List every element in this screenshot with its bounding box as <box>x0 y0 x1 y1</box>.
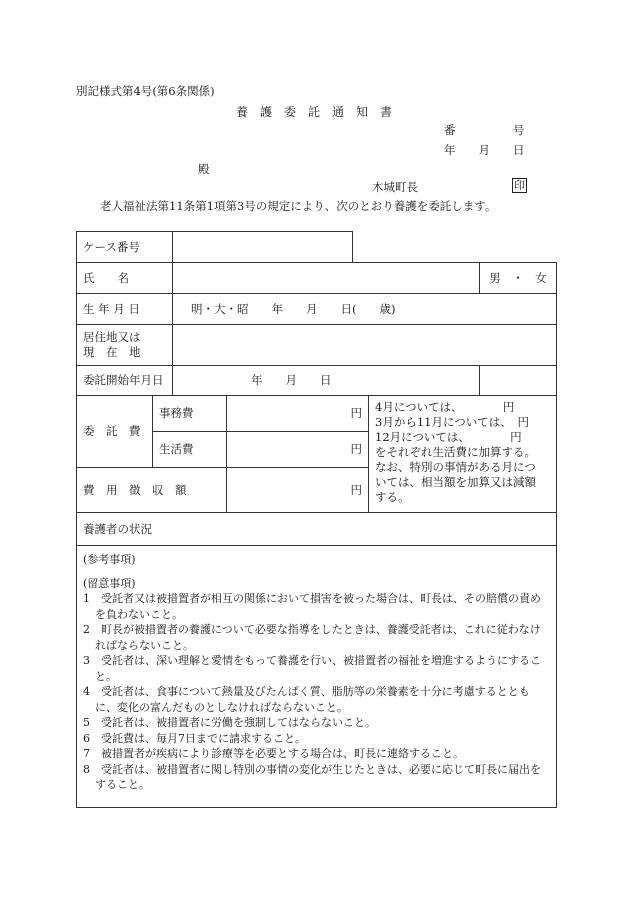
name-row <box>77 263 557 294</box>
fee-note-add: をそれぞれ生活費に加算する。 <box>375 445 536 459</box>
caution-heading: (留意事項) <box>83 576 136 590</box>
fee-note-december: 12月については、 円 <box>375 430 522 444</box>
fee-note-special-1: なお、特別の事情がある月につ <box>375 460 536 474</box>
case-number-label: ケース番号 <box>77 232 173 263</box>
caution-item-7: 7 被措置者が疾病により診療等を必要とする場合は、町長に連絡すること。 <box>83 747 464 760</box>
name-label: 氏 名 <box>77 263 173 294</box>
addressee-suffix: 殿 <box>198 162 210 176</box>
date-label: 年 月 日 <box>444 143 525 157</box>
fee-note <box>369 396 557 513</box>
birth-row <box>77 294 557 325</box>
number-label: 番 号 <box>444 123 525 137</box>
intro-text: 老人福祉法第11条第1項第3号の規定により、次のとおり養護を委託します。 <box>100 199 497 213</box>
document-title: 養 護 委 託 通 知 書 <box>236 105 393 119</box>
address-label-line1: 居住地又は <box>83 330 141 344</box>
office-fee-row <box>77 396 557 432</box>
office-fee-yen[interactable]: 円 <box>227 396 369 432</box>
office-fee-label: 事務費 <box>153 396 227 432</box>
issuer-name: 木城町長 <box>372 180 418 194</box>
case-number-row <box>77 232 557 263</box>
status-row <box>77 513 557 546</box>
collection-label: 費 用 徴 収 額 <box>77 468 227 513</box>
start-date-label: 委託開始年月日 <box>77 366 173 396</box>
caution-item-4: 4 受託者は、食事について熱量及びたんぱく質、脂肪等の栄養素を十分に考慮するとともに、変化の富んだものとしなければならないこと。 <box>83 685 530 714</box>
living-fee-yen[interactable]: 円 <box>227 432 369 468</box>
notes-row <box>77 546 557 808</box>
caution-item-2: 2 町長が被措置者の養護について必要な指導をしたときは、養護受託者は、これに従わなければならないこと。 <box>83 623 541 652</box>
address-label-line2: 現 在 地 <box>83 345 141 359</box>
collection-yen[interactable]: 円 <box>227 468 369 513</box>
fee-note-april: 4月については、 円 <box>375 400 515 414</box>
fee-note-special-3: する。 <box>375 490 410 504</box>
fee-note-special-2: いては、相当額を加算又は減額 <box>375 475 536 489</box>
birth-value[interactable]: 明・大・昭 年 月 日( 歳) <box>173 294 557 325</box>
caution-item-1: 1 受託者又は被措置者が相互の関係において損害を被った場合は、町長は、その賠償の責めを負わないこと。 <box>83 592 541 621</box>
form-label: 別記様式第4号(第6条関係) <box>76 84 215 98</box>
reference-heading: (参考事項) <box>83 553 136 566</box>
caution-item-3: 3 受託者は、深い理解と愛情をもって養護を行い、被措置者の福祉を増進するようにすること。 <box>83 654 541 683</box>
address-row <box>77 325 557 366</box>
start-date-row <box>77 366 557 396</box>
fee-label: 委 託 費 <box>77 396 153 468</box>
caution-item-8: 8 受託者は、被措置者に関し特別の事情の変化が生じたときは、必要に応じて町長に届出をすること。 <box>83 762 541 791</box>
status-label: 養護者の状況 <box>77 513 557 546</box>
start-date-value[interactable]: 年 月 日 <box>173 366 480 396</box>
case-number-value[interactable] <box>173 232 353 263</box>
gender-options[interactable]: 男 ・ 女 <box>480 263 557 294</box>
address-value[interactable] <box>173 325 557 366</box>
address-label <box>77 325 173 366</box>
caution-item-5: 5 受託者は、被措置者に労働を強制してはならないこと。 <box>83 716 376 729</box>
name-value[interactable] <box>173 263 480 294</box>
caution-item-6: 6 受託費は、毎月7日までに請求すること。 <box>83 731 306 745</box>
birth-label: 生 年 月 日 <box>77 294 173 325</box>
notes-cell <box>77 546 557 808</box>
seal-mark: 印 <box>514 179 525 192</box>
fee-note-march-nov: 3月から11月については、 円 <box>375 415 529 429</box>
living-fee-label: 生活費 <box>153 432 227 468</box>
notice-form-table <box>76 231 557 808</box>
